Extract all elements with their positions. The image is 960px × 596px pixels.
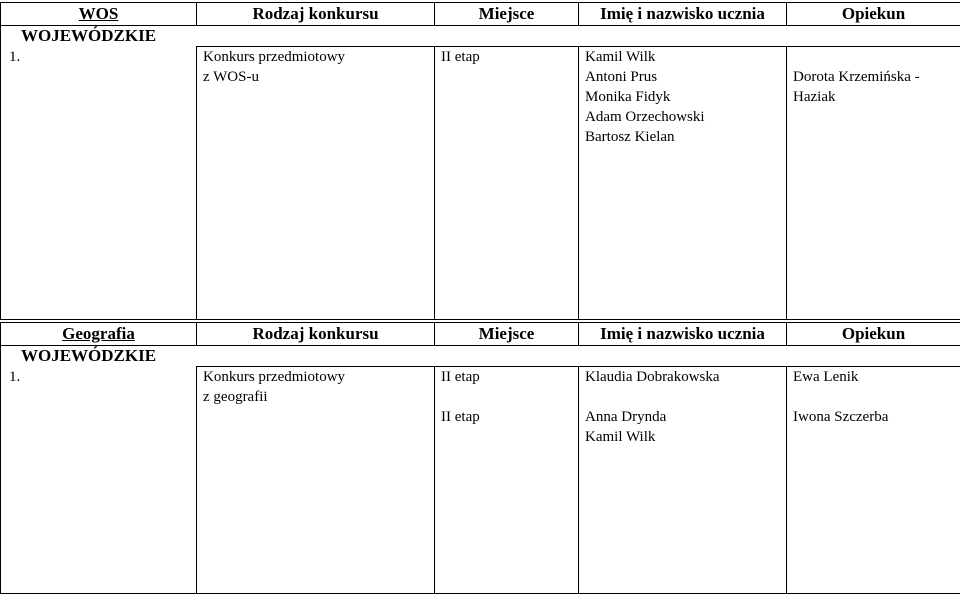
student-header: Imię i nazwisko ucznia	[579, 3, 787, 26]
place-line: II etap	[441, 369, 480, 385]
geografia-table	[0, 322, 960, 594]
student-name: Antoni Prus	[585, 69, 658, 85]
tutor-header: Opiekun	[787, 3, 960, 26]
student-name: Anna Drynda	[585, 409, 667, 425]
wos-table	[0, 2, 960, 320]
student-name: Kamil Wilk	[585, 429, 656, 445]
tutor-line: Ewa Lenik	[793, 369, 859, 385]
tutor-header: Opiekun	[787, 323, 960, 346]
place-header: Miejsce	[435, 323, 579, 346]
type-header: Rodzaj konkursu	[197, 323, 435, 346]
header-row	[1, 3, 960, 26]
place-cell	[435, 47, 579, 320]
level-row	[1, 346, 960, 367]
header-row	[1, 323, 960, 346]
table-row	[1, 367, 960, 594]
spacer	[441, 387, 578, 407]
student-name: Kamil Wilk	[585, 49, 656, 65]
tutor-cell	[787, 47, 960, 320]
place-line: II etap	[441, 49, 480, 65]
table-row	[1, 47, 960, 320]
student-cell	[579, 367, 787, 594]
spacer	[585, 387, 786, 407]
place-header: Miejsce	[435, 3, 579, 26]
place-cell	[435, 367, 579, 594]
student-name: Klaudia Dobrakowska	[585, 369, 720, 385]
contest-line: Konkurs przedmiotowy	[203, 369, 346, 385]
row-number: 1.	[1, 47, 197, 320]
tutor-cell	[787, 367, 960, 594]
student-name: Adam Orzechowski	[585, 109, 705, 125]
level-label: WOJEWÓDZKIE	[1, 26, 960, 47]
contest-line: Konkurs przedmiotowy	[203, 49, 346, 65]
student-header: Imię i nazwisko ucznia	[579, 323, 787, 346]
contest-cell	[197, 47, 435, 320]
level-label: WOJEWÓDZKIE	[1, 346, 960, 367]
student-name: Monika Fidyk	[585, 89, 671, 105]
tutor-line: Iwona Szczerba	[793, 409, 889, 425]
row-number: 1.	[1, 367, 197, 594]
tutor-line: Haziak	[793, 89, 836, 105]
student-cell	[579, 47, 787, 320]
tutor-line: Dorota Krzemińska -	[793, 69, 920, 85]
type-header: Rodzaj konkursu	[197, 3, 435, 26]
contest-line: z geografii	[203, 389, 268, 405]
contest-cell	[197, 367, 435, 594]
level-row	[1, 26, 960, 47]
place-line: II etap	[441, 409, 480, 425]
subject-header: Geografia	[1, 323, 197, 346]
spacer	[793, 387, 960, 407]
contest-line: z WOS-u	[203, 69, 259, 85]
student-name: Bartosz Kielan	[585, 129, 675, 145]
subject-header: WOS	[1, 3, 197, 26]
